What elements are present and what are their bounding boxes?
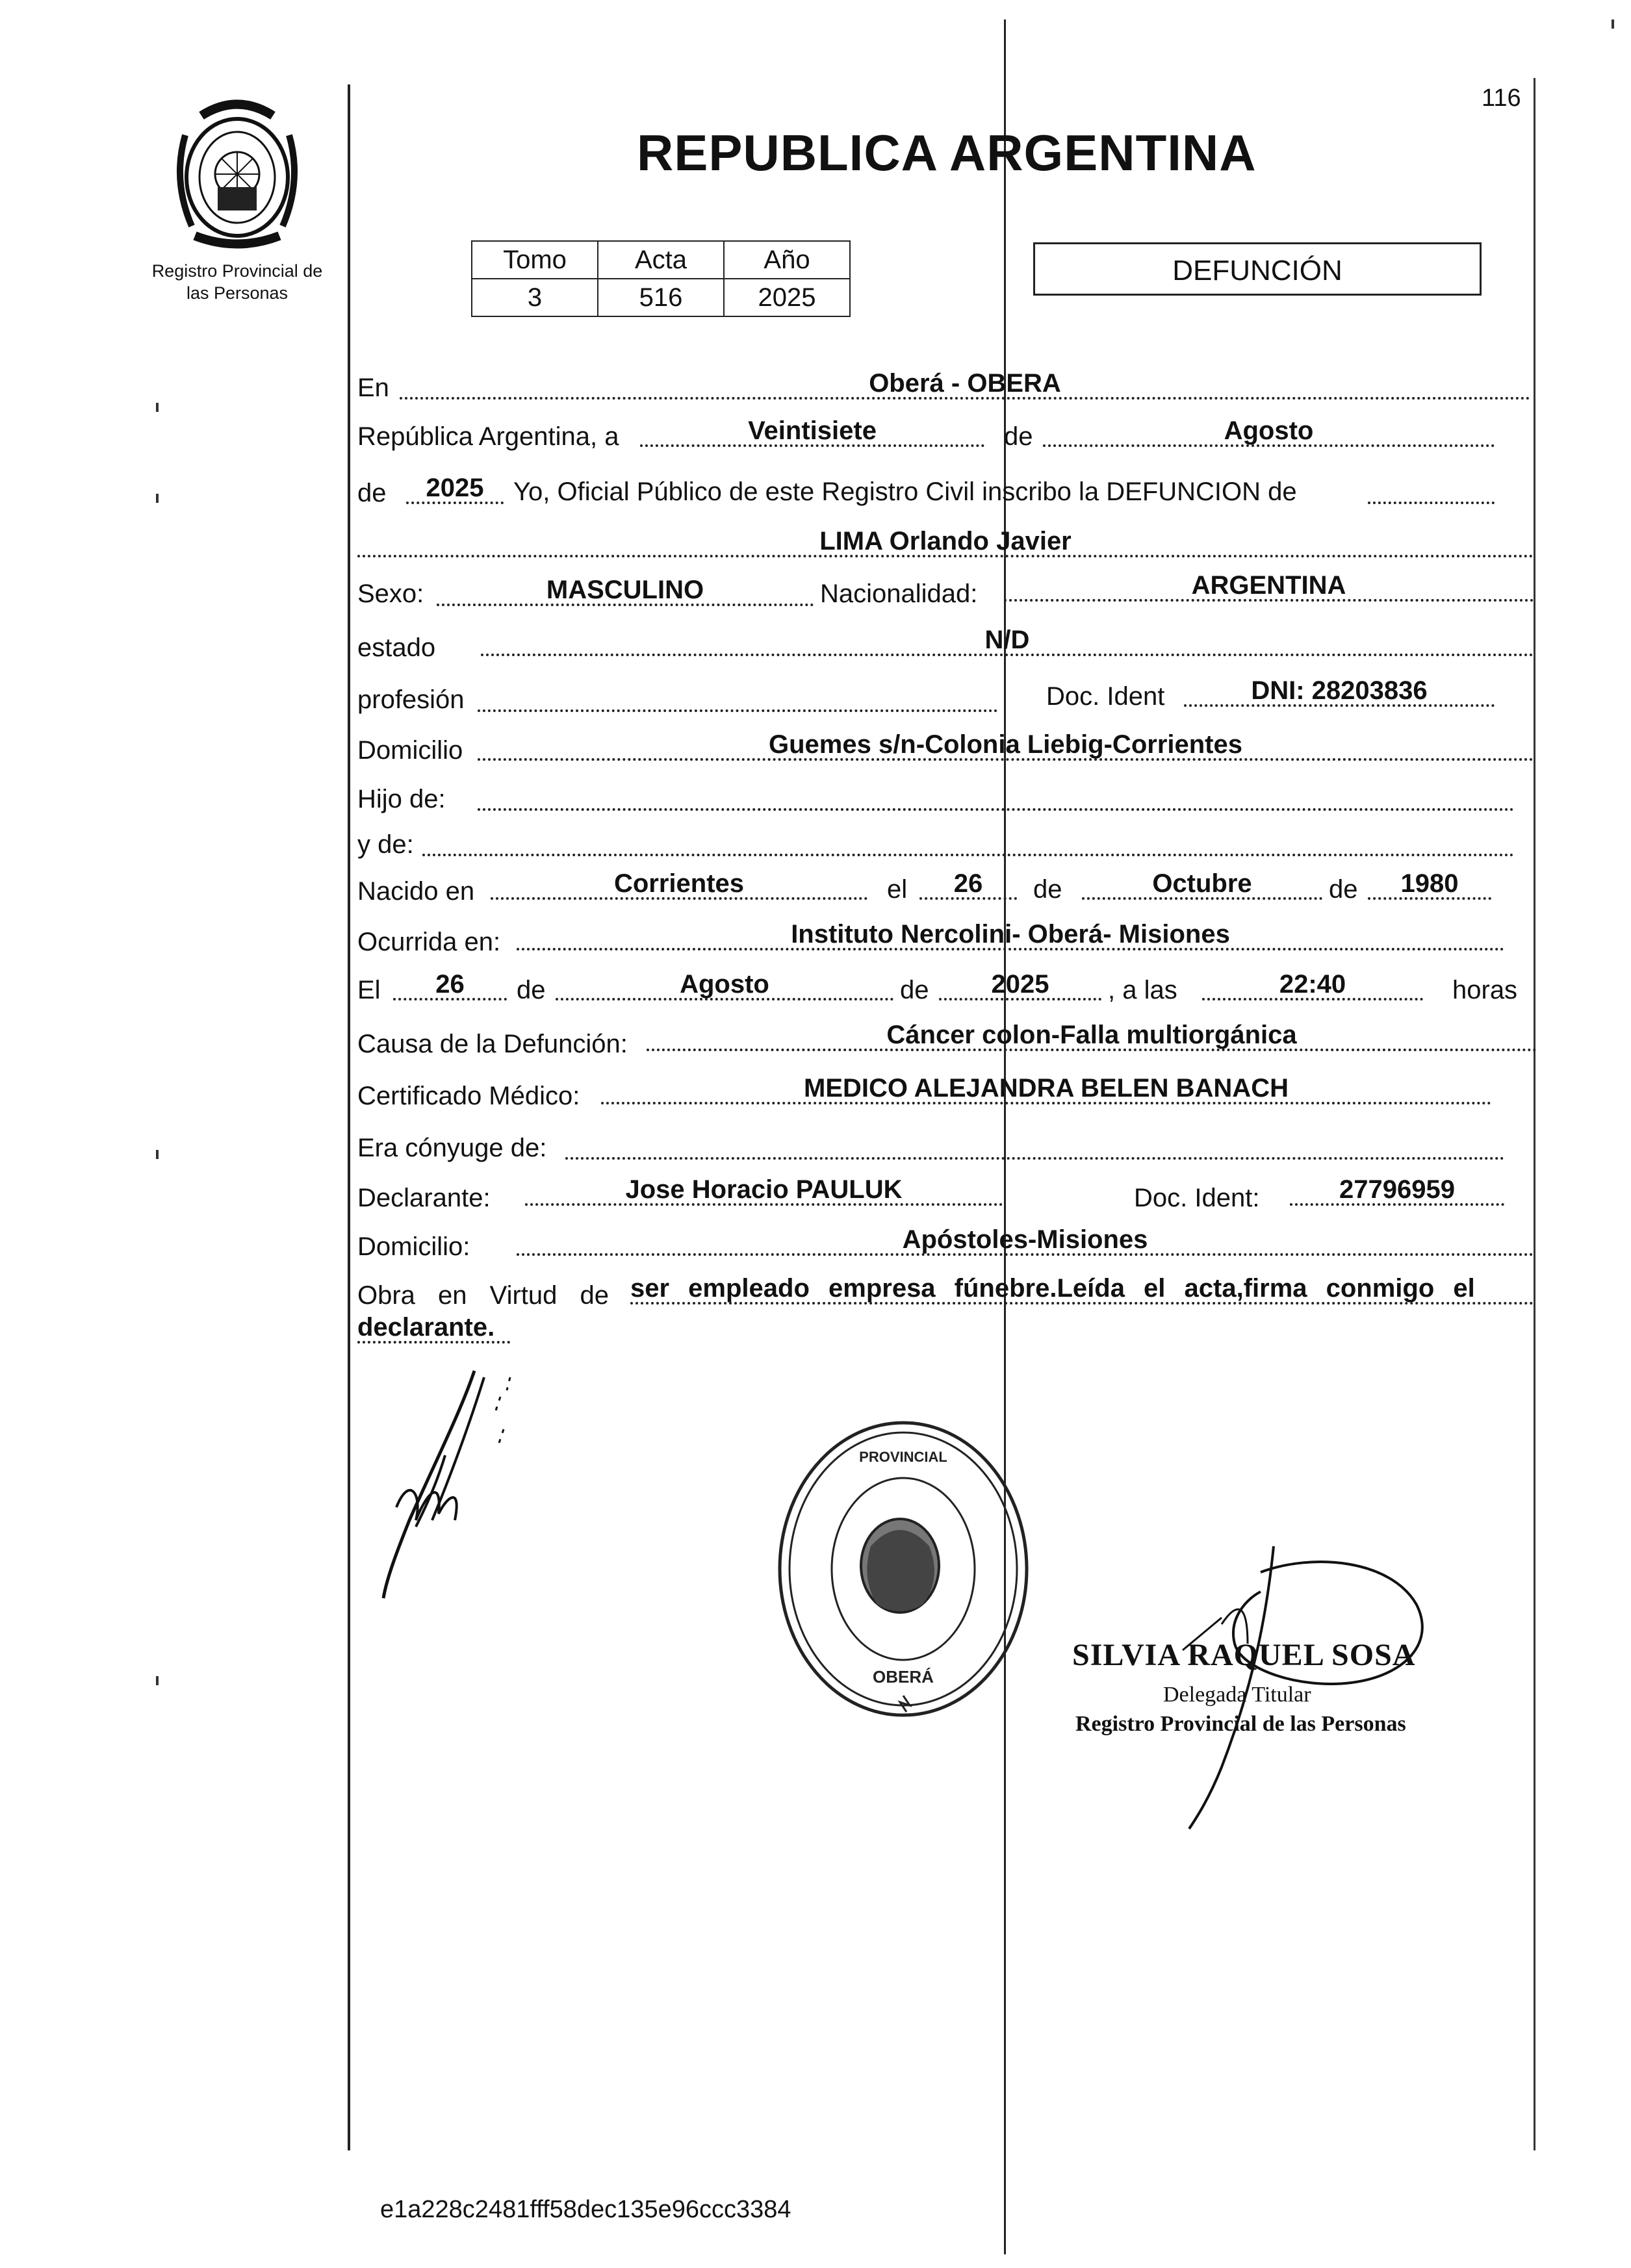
en-label: En	[357, 374, 389, 402]
muerte-anio-value: 2025	[939, 969, 1101, 1000]
document-title: REPUBLICA ARGENTINA	[637, 124, 1257, 181]
yo-trailing-blank	[1368, 473, 1495, 504]
grid-value-anio: 2025	[724, 279, 850, 316]
scan-speck	[156, 403, 159, 412]
page-number: 116	[1482, 84, 1521, 112]
de-label-3: de	[1033, 875, 1062, 904]
de-label-1: de	[1004, 422, 1033, 451]
nacido-label: Nacido en	[357, 877, 475, 906]
month-value: Agosto	[1043, 416, 1495, 447]
year-value: 2025	[406, 473, 504, 504]
doc-ident-2-label: Doc. Ident:	[1134, 1184, 1260, 1212]
scan-speck	[156, 1676, 159, 1685]
registry-label	[127, 260, 348, 304]
registry-line-2: las Personas	[186, 283, 289, 303]
yo-text: Yo, Oficial Público de este Registro Civil inscribo la DEFUNCION de	[513, 478, 1297, 506]
causa-value: Cáncer colon-Falla multiorgánica	[647, 1020, 1537, 1051]
grid-header-anio: Año	[724, 241, 850, 279]
grid-value-tomo: 3	[472, 279, 598, 316]
seal-bottom-text: OBERÁ	[873, 1667, 934, 1687]
nacido-dia-value: 26	[919, 869, 1017, 900]
muerte-dia-value: 26	[393, 969, 507, 1000]
deceased-name-value: LIMA Orlando Javier	[357, 526, 1534, 557]
svg-text:PROVINCIAL: PROVINCIAL	[859, 1449, 947, 1465]
signatory-name: SILVIA RAQUEL SOSA	[1072, 1638, 1416, 1672]
certificado-value: MEDICO ALEJANDRA BELEN BANACH	[601, 1073, 1491, 1104]
scan-speck	[156, 1150, 159, 1159]
estado-label: estado	[357, 633, 436, 662]
nacionalidad-value: ARGENTINA	[1004, 570, 1534, 602]
nacido-anio-value: 1980	[1368, 869, 1491, 900]
domicilio-label: Domicilio	[357, 736, 463, 765]
yde-label: y de:	[357, 830, 414, 859]
nacionalidad-label: Nacionalidad:	[820, 580, 978, 608]
misiones-crest-icon	[166, 96, 309, 252]
causa-label: Causa de la Defunción:	[357, 1030, 628, 1058]
grid-header-tomo: Tomo	[472, 241, 598, 279]
republica-label: República Argentina, a	[357, 422, 619, 451]
estado-value: N/D	[481, 625, 1534, 656]
obra-value: ser empleado empresa fúnebre.Leída el acta,firma conmigo el	[630, 1273, 1534, 1305]
muerte-mes-value: Agosto	[556, 969, 893, 1000]
nacido-mes-value: Octubre	[1082, 869, 1322, 900]
horas-label: horas	[1452, 976, 1518, 1004]
el-label-2: El	[357, 976, 381, 1004]
obra-value-line-2: declarante.	[357, 1312, 510, 1344]
right-margin-rule	[1534, 78, 1535, 2150]
ocurrida-label: Ocurrida en:	[357, 928, 501, 956]
sexo-label: Sexo:	[357, 580, 424, 608]
alas-label: , a las	[1108, 976, 1177, 1004]
profesion-value	[478, 681, 997, 712]
signatory-role: Delegada Titular	[1163, 1683, 1311, 1707]
profesion-label: profesión	[357, 685, 465, 714]
de-label-2: de	[357, 479, 387, 507]
conyuge-label: Era cónyuge de:	[357, 1134, 547, 1162]
de-label-4: de	[1329, 875, 1358, 904]
nacido-lugar-value: Corrientes	[491, 869, 867, 900]
declarante-label: Declarante:	[357, 1184, 491, 1212]
el-label: el	[887, 875, 908, 904]
domicilio-value: Guemes s/n-Colonia Liebig-Corrientes	[478, 730, 1534, 761]
domicilio-2-label: Domicilio:	[357, 1232, 470, 1261]
yde-value	[422, 825, 1514, 856]
grid-header-acta: Acta	[598, 241, 724, 279]
hijo-label: Hijo de:	[357, 785, 446, 813]
ocurrida-value: Instituto Nercolini- Oberá- Misiones	[517, 919, 1504, 950]
declarant-signature-icon	[370, 1358, 546, 1605]
doc-ident-value: DNI: 28203836	[1184, 676, 1495, 707]
obra-label: Obra en Virtud de	[357, 1281, 610, 1310]
signatory-organization: Registro Provincial de las Personas	[1075, 1712, 1406, 1736]
scan-speck	[156, 494, 159, 503]
day-words-value: Veintisiete	[640, 416, 984, 447]
domicilio-2-value: Apóstoles-Misiones	[517, 1225, 1534, 1256]
scan-speck	[1612, 19, 1614, 29]
document-hash: e1a228c2481fff58dec135e96ccc3384	[380, 2196, 791, 2223]
de-label-5: de	[517, 976, 546, 1004]
registry-seal-icon	[773, 1416, 1033, 1722]
sexo-value: MASCULINO	[437, 575, 814, 606]
muerte-hora-value: 22:40	[1202, 969, 1423, 1000]
doc-ident-label: Doc. Ident	[1046, 682, 1165, 711]
record-grid	[471, 240, 851, 317]
grid-value-acta: 516	[598, 279, 724, 316]
record-type-box: DEFUNCIÓN	[1033, 242, 1482, 296]
registry-line-1: Registro Provincial de	[151, 261, 323, 281]
declarante-value: Jose Horacio PAULUK	[525, 1175, 1003, 1206]
conyuge-value	[565, 1128, 1504, 1160]
margin-rule	[348, 84, 350, 2150]
de-label-6: de	[900, 976, 929, 1004]
en-value: Oberá - OBERA	[400, 368, 1530, 400]
certificado-label: Certificado Médico:	[357, 1082, 580, 1110]
doc-ident-2-value: 27796959	[1290, 1175, 1504, 1206]
hijo-value	[478, 780, 1514, 811]
